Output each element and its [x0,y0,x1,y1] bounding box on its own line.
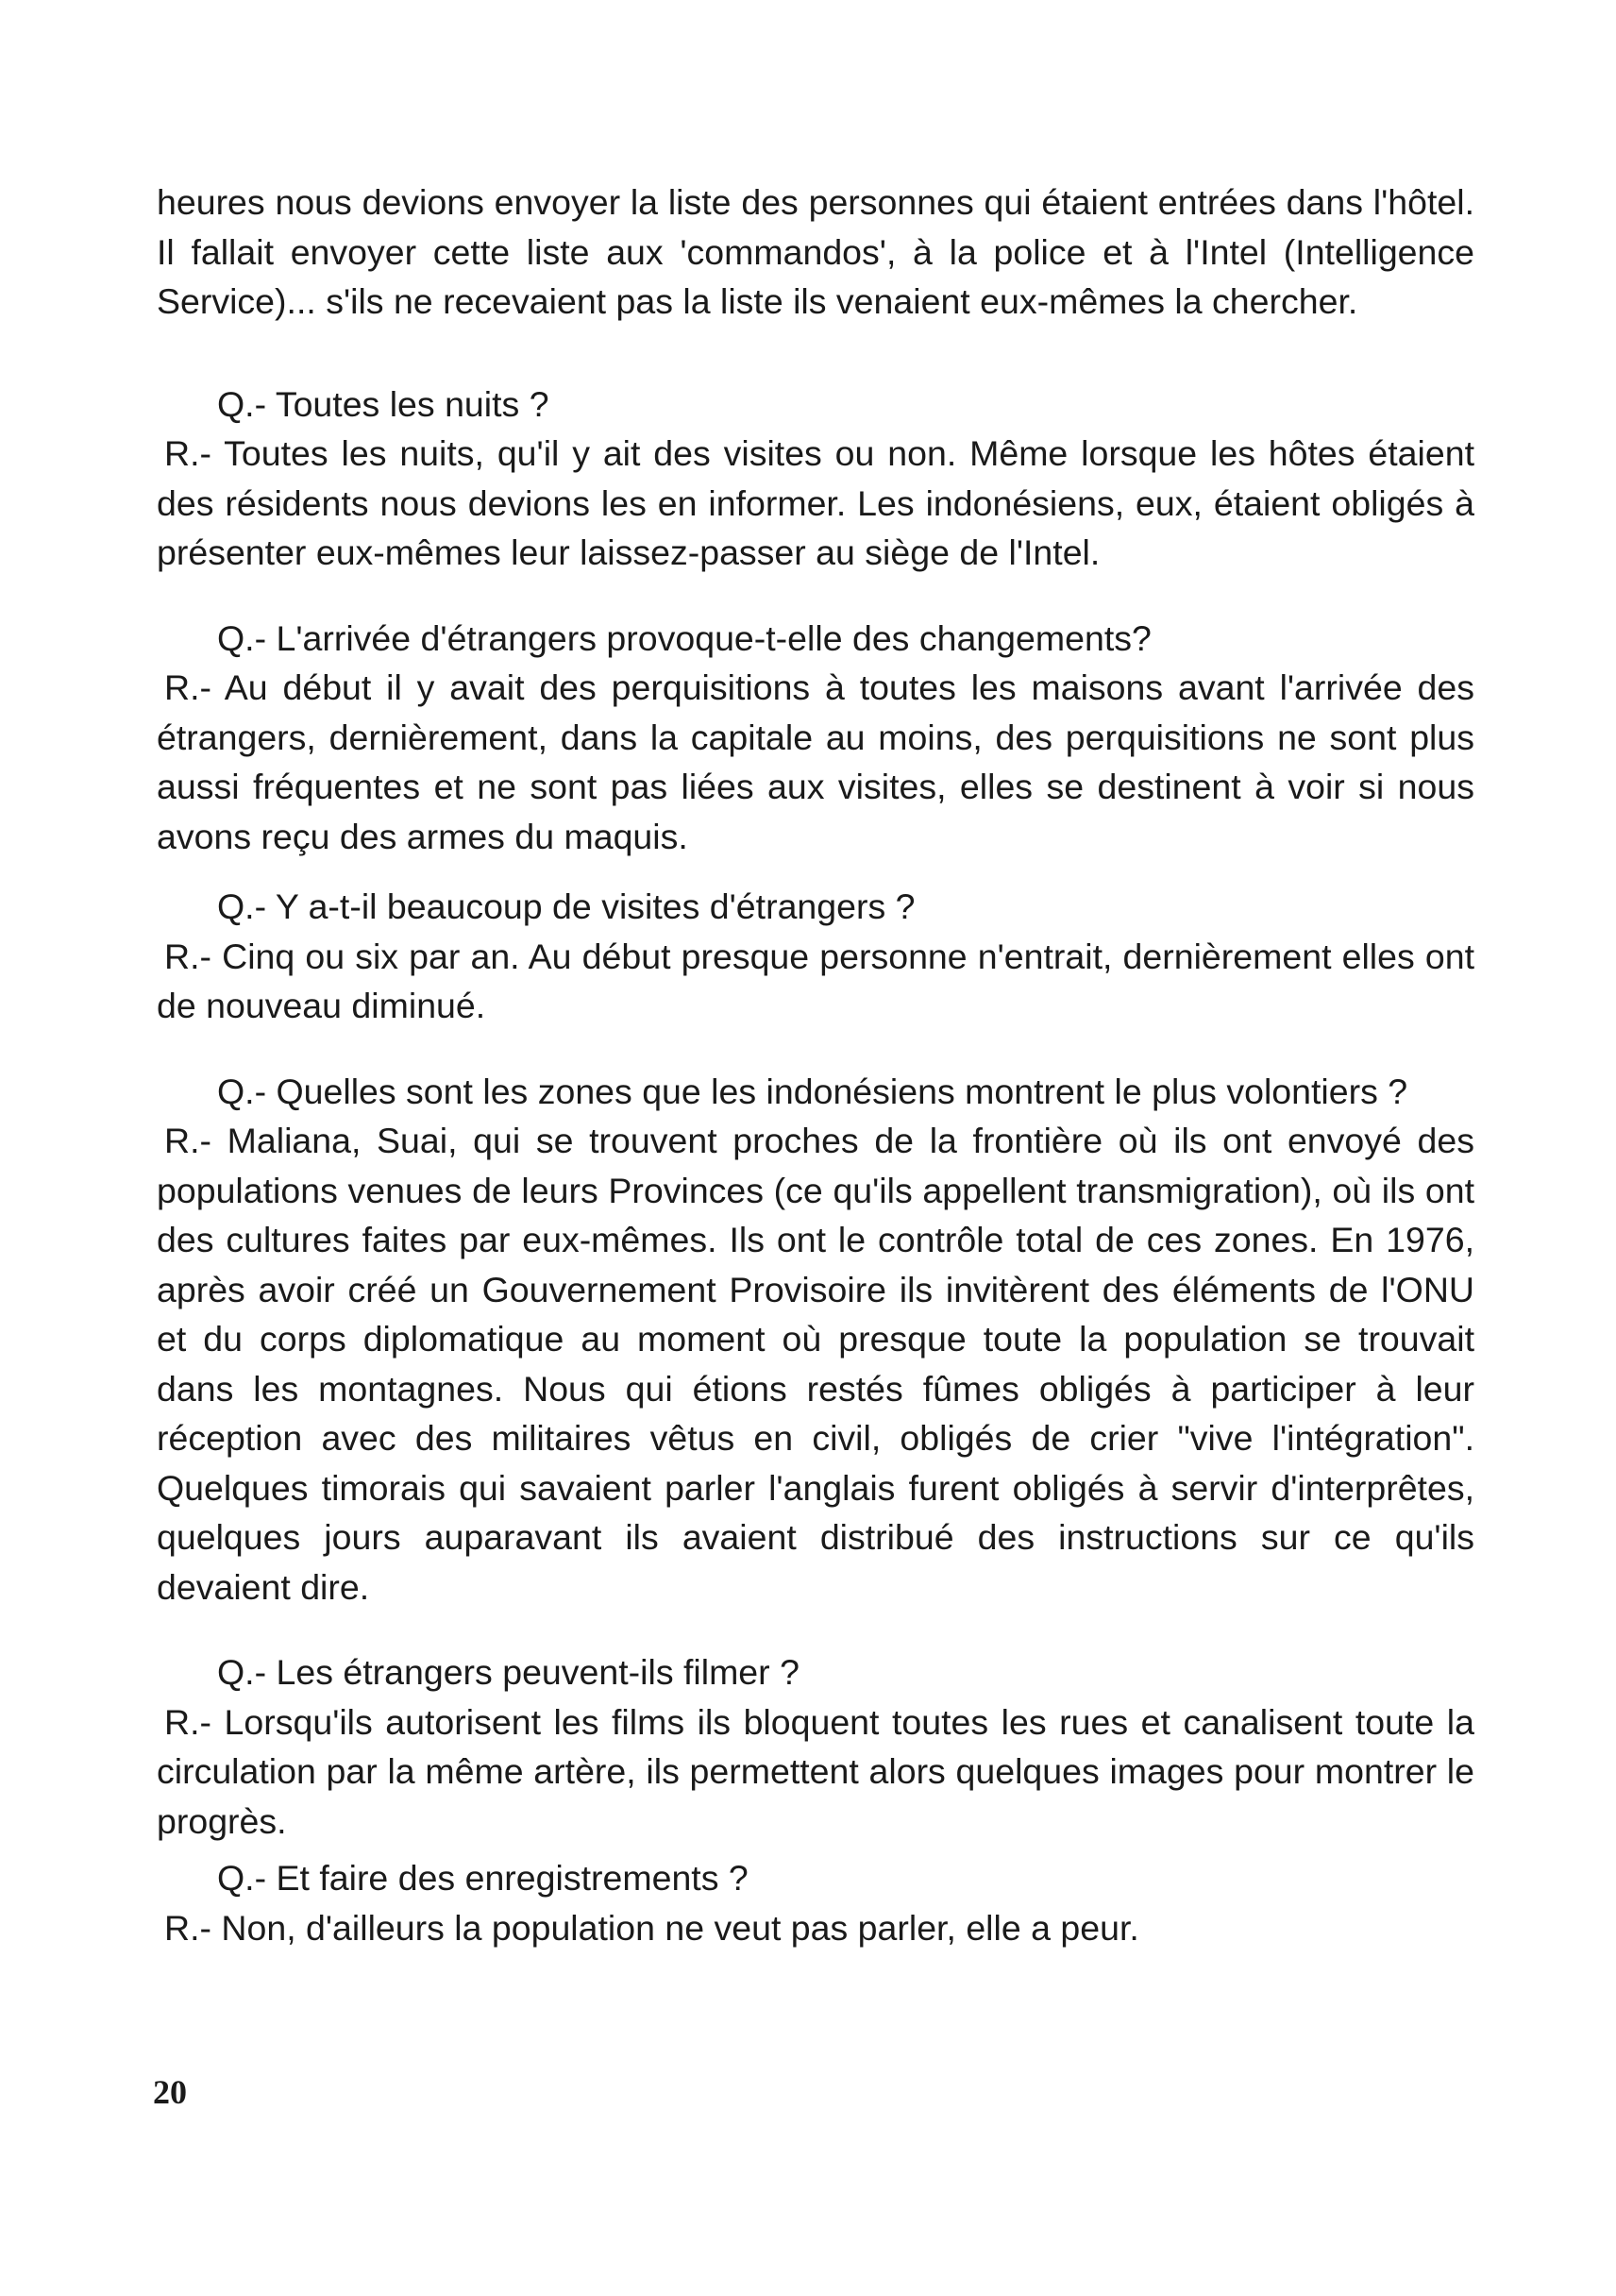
question-text: Q.- Y a-t-il beaucoup de visites d'étrangers ? [217,886,916,926]
qa-block [157,614,1474,862]
question-text: Q.- Et faire des enregistrements ? [217,1858,749,1898]
answer-text: R.- Maliana, Suai, qui se trouvent proches de la frontière où ils ont envoyé des populations venues de leurs Provinces (ce qu'ils appellent transmigration), où ils ont des cultures faites par eux-mêmes. Ils ont le contrôle total de ces zones. En 1976, après avoir créé un Gouvernement Provisoire ils invitèrent des éléments de l'ONU et du corps diplomatique au moment où presque toute la population se trouvait dans les montagnes. Nous qui étions restés fûmes obligés à participer à leur réception avec des militaires vêtus en civil, obligés de crier "vive l'intégration". Quelques timorais qui savaient parler l'anglais furent obligés à servir d'interprêtes, quelques jours auparavant ils avaient distribué des instructions sur ce qu'ils devaient dire. [157,1121,1474,1607]
question-text: Q.- Quelles sont les zones que les indonésiens montrent le plus volontiers ? [217,1071,1408,1111]
question-text: Q.- Les étrangers peuvent-ils filmer ? [217,1652,800,1692]
answer-text: R.- Non, d'ailleurs la population ne veut pas parler, elle a peur. [164,1907,1139,1948]
qa-block [157,380,1474,578]
qa-block [157,1853,1474,1952]
answer-text: R.- Au début il y avait des perquisitions à toutes les maisons avant l'arrivée des étrangers, dernièrement, dans la capitale au moins, des perquisitions ne sont plus aussi fréquentes et ne sont pas liées aux visites, elles se destinent à voir si nous avons reçu des armes du maquis. [157,667,1474,856]
answer-text: R.- Toutes les nuits, qu'il y ait des visites ou non. Même lorsque les hôtes étaient des résidents nous devions les en informer. Les indonésiens, eux, étaient obligés à présenter eux-mêmes leur laissez-passer au siège de l'Intel. [157,433,1474,572]
question-text: Q.- Toutes les nuits ? [217,383,549,424]
qa-block [157,1647,1474,1846]
page-number: 20 [153,2073,187,2111]
intro-paragraph: heures nous devions envoyer la liste des personnes qui étaient entrées dans l'hôtel. Il fallait envoyer cette liste aux 'commandos', à la police et à l'Intel (Intelligence Service)... s'ils ne recevaient pas la liste ils venaient eux-mêmes la chercher. [157,182,1474,321]
answer-text: R.- Cinq ou six par an. Au début presque personne n'entrait, dernièrement elles ont de nouveau diminué. [157,936,1474,1025]
qa-block [157,1067,1474,1612]
document-page [157,177,1474,1952]
question-text: Q.- L'arrivée d'étrangers provoque-t-elle des changements? [217,617,1152,658]
answer-text: R.- Lorsqu'ils autorisent les films ils bloquent toutes les rues et canalisent toute la circulation par la même artère, ils permettent alors quelques images pour montrer le progrès. [157,1701,1474,1841]
qa-block [157,882,1474,1031]
